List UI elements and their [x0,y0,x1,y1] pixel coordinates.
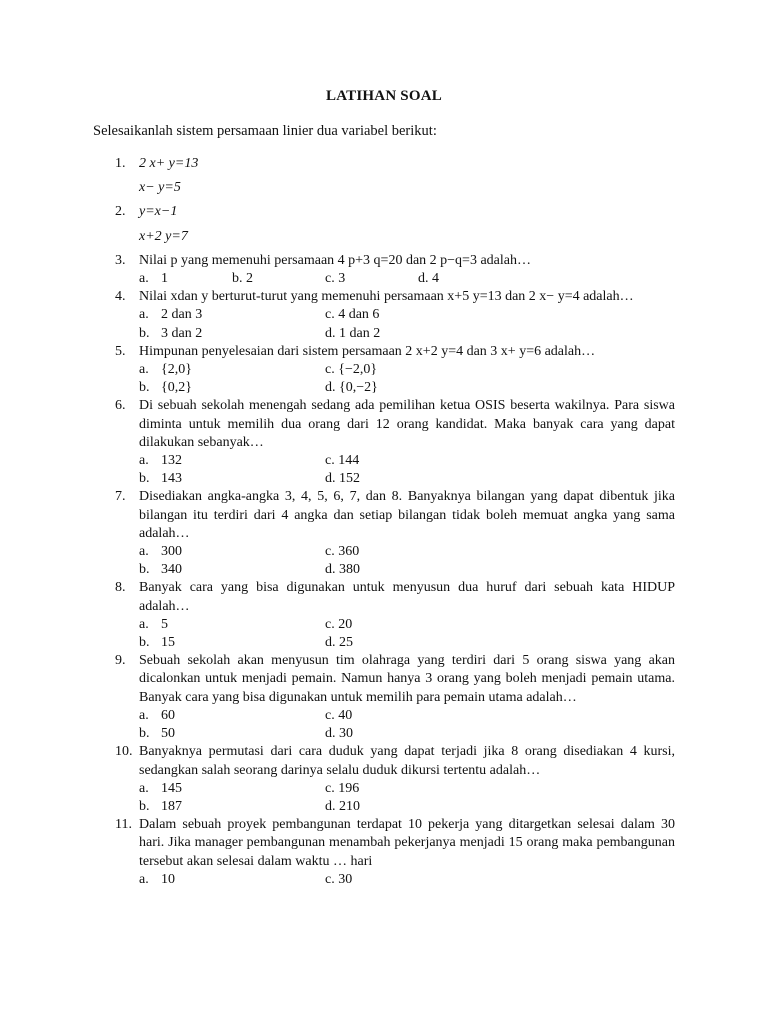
instruction-text: Selesaikanlah sistem persamaan linier dua variabel berikut: [93,123,437,139]
option-a[interactable]: a. 5 [139,616,168,632]
question-text: Sebuah sekolah akan menyusun tim olahraga yang terdiri dari 5 orang siswa yang akan dicalonkan untuk menjadi pemain. Namun hanya 3 orang yang boleh menjadi pemain utama. Banyak cara yang bisa digunakan untuk memilih para pemain utama adalah… [139,653,675,705]
option-c[interactable]: c. 30 [325,871,353,887]
option-d[interactable]: d. 30 [325,726,353,742]
option-c[interactable]: c. 3 [325,271,346,287]
question-number: 2. [115,204,126,220]
answer-options [139,361,675,397]
question-6 [115,397,675,488]
option-a[interactable]: a. {2,0} [139,362,192,378]
answer-options [139,543,675,579]
answer-options [139,306,675,342]
option-a[interactable]: a. 1 [139,271,168,287]
answer-options [139,452,675,488]
question-11 [115,816,675,889]
option-d[interactable]: d. 25 [325,635,353,651]
option-d[interactable]: d. 152 [325,471,360,487]
question-text: Dalam sebuah proyek pembangunan terdapat 10 pekerja yang ditargetkan selesai dalam 30 hari. Jika manager pembangunan menambah pekerjanya menjadi 15 orang maka pembangunan tersebut akan selesai dalam waktu … hari [139,817,675,869]
option-c[interactable]: c. 144 [325,453,360,469]
option-b[interactable]: b. 3 dan 2 [139,325,203,341]
option-c[interactable]: c. {−2,0} [325,362,378,378]
question-8 [115,579,675,652]
option-c[interactable]: c. 20 [325,616,353,632]
option-d[interactable]: d. {0,−2} [325,380,378,396]
answer-options [139,270,675,288]
option-b[interactable]: b. 340 [139,562,182,578]
question-list [115,155,675,889]
option-c[interactable]: c. 196 [325,780,360,796]
question-text: Nilai p yang memenuhi persamaan 4 p+3 q=20 dan 2 p−q=3 adalah… [139,252,531,268]
page-title: LATIHAN SOAL [326,88,442,104]
question-text: Himpunan penyelesaian dari sistem persamaan 2 x+2 y=4 dan 3 x+ y=6 adalah… [139,343,596,359]
answer-options [139,616,675,652]
option-b[interactable]: b. {0,2} [139,380,192,396]
question-10 [115,743,675,816]
question-number: 4. [115,289,126,305]
option-a[interactable]: a. 10 [139,871,175,887]
option-a[interactable]: a. 145 [139,780,182,796]
option-b[interactable]: b. 143 [139,471,182,487]
equation-line: x− y=5 [139,180,181,196]
question-number: 7. [115,489,126,505]
question-5 [115,343,675,398]
question-text: Banyak cara yang bisa digunakan untuk menyusun dua huruf dari sebuah kata HIDUP adalah… [139,580,675,614]
equation-line: 2 x+ y=13 [139,156,199,171]
question-1 [115,155,675,197]
question-7 [115,488,675,579]
question-number: 1. [115,156,126,171]
option-a[interactable]: a. 2 dan 3 [139,307,203,323]
equation-line: y=x−1 [139,204,178,220]
option-d[interactable]: d. 4 [418,271,439,287]
option-d[interactable]: d. 380 [325,562,360,578]
option-b[interactable]: b. 50 [139,726,175,742]
option-a[interactable]: a. 132 [139,453,182,469]
question-9 [115,652,675,743]
question-number: 9. [115,653,126,669]
option-c[interactable]: c. 40 [325,707,353,723]
equation-line: x+2 y=7 [139,228,188,244]
question-text: Disediakan angka-angka 3, 4, 5, 6, 7, dan 8. Banyaknya bilangan yang dapat dibentuk jika bilangan itu terdiri dari 4 angka dan setiap bilangan tidak boleh memuat angka yang sama adalah… [139,489,675,541]
option-d[interactable]: d. 210 [325,798,360,814]
option-b[interactable]: b. 15 [139,635,175,651]
question-text: Nilai xdan y berturut-turut yang memenuhi persamaan x+5 y=13 dan 2 x− y=4 adalah… [139,289,634,305]
option-d[interactable]: d. 1 dan 2 [325,325,381,341]
question-text: Di sebuah sekolah menengah sedang ada pemilihan ketua OSIS beserta wakilnya. Para siswa diminta untuk memilih dua orang dari 12 orang kandidat. Maka banyak cara yang dapat dilakukan sebanyak… [139,398,675,450]
question-number: 6. [115,398,126,414]
answer-options [139,707,675,743]
question-number: 10. [115,744,133,760]
question-2 [115,203,675,245]
option-a[interactable]: a. 300 [139,544,182,560]
option-b[interactable]: b. 187 [139,798,182,814]
question-text: Banyaknya permutasi dari cara duduk yang dapat terjadi jika 8 orang disediakan 4 kursi, sedangkan salah seorang darinya selalu duduk dikursi tertentu adalah… [139,744,675,778]
question-number: 3. [115,252,126,268]
question-4 [115,288,675,343]
option-a[interactable]: a. 60 [139,707,175,723]
option-c[interactable]: c. 360 [325,544,360,560]
question-number: 11. [115,817,132,833]
option-c[interactable]: c. 4 dan 6 [325,307,380,323]
answer-options [139,871,675,889]
option-b[interactable]: b. 2 [232,271,253,287]
question-number: 8. [115,580,126,596]
answer-options [139,780,675,816]
question-number: 5. [115,343,126,359]
question-3 [115,252,675,288]
